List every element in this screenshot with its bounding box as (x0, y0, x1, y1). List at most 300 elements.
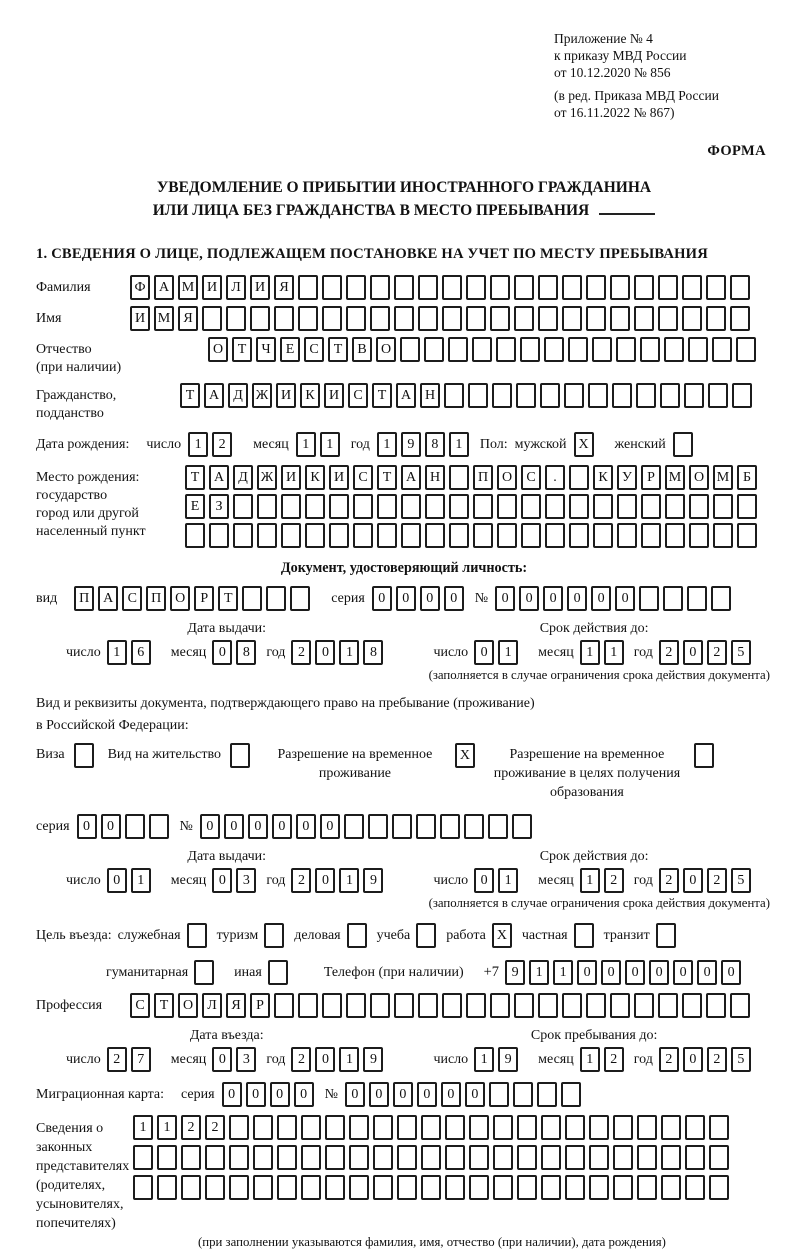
char-cell[interactable] (661, 1175, 681, 1200)
char-cell[interactable] (229, 1115, 249, 1140)
char-cell[interactable]: 1 (320, 432, 340, 457)
char-cell[interactable] (613, 1115, 633, 1140)
char-cell[interactable] (277, 1115, 297, 1140)
char-cell[interactable] (266, 586, 286, 611)
char-cell[interactable] (682, 993, 702, 1018)
char-cell[interactable] (421, 1145, 441, 1170)
char-cell[interactable] (449, 465, 469, 490)
char-cell[interactable] (634, 275, 654, 300)
char-cell[interactable] (565, 1115, 585, 1140)
char-cell[interactable] (737, 494, 757, 519)
char-cell[interactable] (442, 306, 462, 331)
char-cell[interactable] (401, 494, 421, 519)
char-cell[interactable]: 1 (339, 1047, 359, 1072)
char-cell[interactable]: Н (425, 465, 445, 490)
char-cell[interactable]: 0 (649, 960, 669, 985)
char-cell[interactable] (421, 1115, 441, 1140)
char-cell[interactable]: М (665, 465, 685, 490)
char-cell[interactable] (517, 1175, 537, 1200)
char-cell[interactable]: Р (641, 465, 661, 490)
char-cell[interactable]: . (545, 465, 565, 490)
char-cell[interactable]: 0 (315, 1047, 335, 1072)
char-cell[interactable] (713, 494, 733, 519)
char-cell[interactable]: 0 (519, 586, 539, 611)
char-cell[interactable] (274, 993, 294, 1018)
char-cell[interactable] (397, 1115, 417, 1140)
char-cell[interactable] (373, 1175, 393, 1200)
char-cell[interactable] (226, 306, 246, 331)
char-cell[interactable]: 9 (363, 868, 383, 893)
char-cell[interactable] (133, 1145, 153, 1170)
char-cell[interactable]: Р (194, 586, 214, 611)
char-cell[interactable] (469, 1115, 489, 1140)
char-cell[interactable]: 2 (707, 1047, 727, 1072)
char-cell[interactable] (709, 1145, 729, 1170)
char-cell[interactable]: 2 (659, 868, 679, 893)
char-cell[interactable] (373, 1115, 393, 1140)
char-cell[interactable]: 0 (474, 640, 494, 665)
char-cell[interactable]: И (130, 306, 150, 331)
char-cell[interactable]: 3 (236, 868, 256, 893)
char-cell[interactable] (444, 383, 464, 408)
char-cell[interactable] (737, 523, 757, 548)
char-cell[interactable] (466, 275, 486, 300)
char-cell[interactable] (545, 523, 565, 548)
char-cell[interactable] (424, 337, 444, 362)
char-cell[interactable]: 8 (363, 640, 383, 665)
char-cell[interactable]: О (497, 465, 517, 490)
char-cell[interactable] (709, 1115, 729, 1140)
char-cell[interactable] (665, 523, 685, 548)
char-cell[interactable] (512, 814, 532, 839)
char-cell[interactable] (466, 993, 486, 1018)
char-cell[interactable] (641, 523, 661, 548)
char-cell[interactable]: Е (185, 494, 205, 519)
char-cell[interactable] (400, 337, 420, 362)
char-cell[interactable] (466, 306, 486, 331)
char-cell[interactable] (394, 993, 414, 1018)
char-cell[interactable] (469, 1175, 489, 1200)
char-cell[interactable]: 0 (248, 814, 268, 839)
char-cell[interactable] (538, 275, 558, 300)
char-cell[interactable]: 0 (372, 586, 392, 611)
char-cell[interactable] (568, 337, 588, 362)
char-cell[interactable]: 5 (731, 868, 751, 893)
char-cell[interactable] (613, 1175, 633, 1200)
char-cell[interactable] (706, 993, 726, 1018)
char-cell[interactable] (730, 306, 750, 331)
char-cell[interactable] (730, 993, 750, 1018)
char-cell[interactable]: 1 (498, 640, 518, 665)
char-cell[interactable]: И (202, 275, 222, 300)
char-cell[interactable]: 2 (291, 1047, 311, 1072)
char-cell[interactable] (277, 1175, 297, 1200)
char-cell[interactable]: Н (420, 383, 440, 408)
char-cell[interactable]: 5 (731, 640, 751, 665)
char-cell[interactable] (730, 275, 750, 300)
char-cell[interactable]: X (492, 923, 512, 948)
char-cell[interactable] (301, 1115, 321, 1140)
char-cell[interactable]: 5 (731, 1047, 751, 1072)
char-cell[interactable]: 0 (474, 868, 494, 893)
char-cell[interactable] (610, 275, 630, 300)
char-cell[interactable]: 0 (567, 586, 587, 611)
char-cell[interactable] (592, 337, 612, 362)
char-cell[interactable] (562, 275, 582, 300)
char-cell[interactable]: 2 (659, 640, 679, 665)
char-cell[interactable] (636, 383, 656, 408)
char-cell[interactable]: 0 (683, 1047, 703, 1072)
char-cell[interactable] (187, 923, 207, 948)
char-cell[interactable] (709, 1175, 729, 1200)
char-cell[interactable]: 0 (315, 640, 335, 665)
char-cell[interactable] (277, 1145, 297, 1170)
char-cell[interactable] (516, 383, 536, 408)
char-cell[interactable]: 0 (697, 960, 717, 985)
char-cell[interactable]: 2 (205, 1115, 225, 1140)
char-cell[interactable] (442, 993, 462, 1018)
char-cell[interactable] (209, 523, 229, 548)
char-cell[interactable]: 2 (212, 432, 232, 457)
char-cell[interactable]: 1 (377, 432, 397, 457)
char-cell[interactable]: 9 (401, 432, 421, 457)
char-cell[interactable] (593, 523, 613, 548)
char-cell[interactable]: И (281, 465, 301, 490)
char-cell[interactable] (445, 1175, 465, 1200)
char-cell[interactable] (290, 586, 310, 611)
char-cell[interactable] (181, 1145, 201, 1170)
char-cell[interactable]: Т (377, 465, 397, 490)
char-cell[interactable] (538, 306, 558, 331)
char-cell[interactable] (445, 1115, 465, 1140)
char-cell[interactable]: 0 (212, 1047, 232, 1072)
char-cell[interactable] (325, 1115, 345, 1140)
char-cell[interactable] (665, 494, 685, 519)
char-cell[interactable]: Ч (256, 337, 276, 362)
char-cell[interactable] (373, 1145, 393, 1170)
char-cell[interactable] (688, 337, 708, 362)
char-cell[interactable]: Б (737, 465, 757, 490)
char-cell[interactable] (617, 494, 637, 519)
char-cell[interactable]: 0 (396, 586, 416, 611)
char-cell[interactable] (349, 1145, 369, 1170)
char-cell[interactable] (706, 275, 726, 300)
char-cell[interactable] (325, 1145, 345, 1170)
char-cell[interactable] (418, 275, 438, 300)
char-cell[interactable] (493, 1115, 513, 1140)
char-cell[interactable] (74, 743, 94, 768)
char-cell[interactable] (392, 814, 412, 839)
char-cell[interactable]: 0 (721, 960, 741, 985)
char-cell[interactable]: И (324, 383, 344, 408)
char-cell[interactable] (205, 1145, 225, 1170)
char-cell[interactable]: И (276, 383, 296, 408)
char-cell[interactable] (616, 337, 636, 362)
char-cell[interactable] (656, 923, 676, 948)
char-cell[interactable]: 0 (495, 586, 515, 611)
char-cell[interactable] (298, 993, 318, 1018)
char-cell[interactable]: 2 (291, 868, 311, 893)
char-cell[interactable] (257, 494, 277, 519)
char-cell[interactable] (586, 993, 606, 1018)
char-cell[interactable]: 1 (188, 432, 208, 457)
char-cell[interactable] (711, 586, 731, 611)
char-cell[interactable] (541, 1115, 561, 1140)
char-cell[interactable]: 0 (212, 640, 232, 665)
char-cell[interactable]: 9 (498, 1047, 518, 1072)
char-cell[interactable]: С (521, 465, 541, 490)
char-cell[interactable] (521, 494, 541, 519)
char-cell[interactable]: 0 (615, 586, 635, 611)
char-cell[interactable]: 0 (683, 640, 703, 665)
char-cell[interactable]: 2 (291, 640, 311, 665)
char-cell[interactable] (425, 494, 445, 519)
char-cell[interactable]: С (130, 993, 150, 1018)
char-cell[interactable] (377, 494, 397, 519)
char-cell[interactable] (689, 494, 709, 519)
char-cell[interactable]: 1 (580, 868, 600, 893)
char-cell[interactable] (663, 586, 683, 611)
char-cell[interactable]: 1 (157, 1115, 177, 1140)
char-cell[interactable]: С (304, 337, 324, 362)
char-cell[interactable]: Д (233, 465, 253, 490)
char-cell[interactable] (442, 275, 462, 300)
char-cell[interactable]: 0 (222, 1082, 242, 1107)
char-cell[interactable] (149, 814, 169, 839)
char-cell[interactable]: 0 (77, 814, 97, 839)
char-cell[interactable] (418, 993, 438, 1018)
char-cell[interactable] (449, 523, 469, 548)
char-cell[interactable] (545, 494, 565, 519)
char-cell[interactable] (514, 993, 534, 1018)
char-cell[interactable]: О (376, 337, 396, 362)
char-cell[interactable] (185, 523, 205, 548)
char-cell[interactable] (268, 960, 288, 985)
char-cell[interactable] (325, 1175, 345, 1200)
char-cell[interactable]: С (353, 465, 373, 490)
char-cell[interactable] (664, 337, 684, 362)
char-cell[interactable]: 0 (577, 960, 597, 985)
char-cell[interactable]: 1 (580, 1047, 600, 1072)
char-cell[interactable] (353, 523, 373, 548)
char-cell[interactable] (377, 523, 397, 548)
char-cell[interactable] (689, 523, 709, 548)
char-cell[interactable] (541, 1145, 561, 1170)
char-cell[interactable] (520, 337, 540, 362)
char-cell[interactable]: 8 (425, 432, 445, 457)
char-cell[interactable]: Р (250, 993, 270, 1018)
char-cell[interactable] (658, 993, 678, 1018)
char-cell[interactable] (329, 494, 349, 519)
char-cell[interactable]: 0 (465, 1082, 485, 1107)
char-cell[interactable] (257, 523, 277, 548)
char-cell[interactable] (125, 814, 145, 839)
char-cell[interactable] (133, 1175, 153, 1200)
char-cell[interactable] (564, 383, 584, 408)
char-cell[interactable] (370, 306, 390, 331)
char-cell[interactable]: П (74, 586, 94, 611)
char-cell[interactable] (445, 1145, 465, 1170)
char-cell[interactable]: Ф (130, 275, 150, 300)
char-cell[interactable] (274, 306, 294, 331)
char-cell[interactable]: П (473, 465, 493, 490)
char-cell[interactable]: Л (226, 275, 246, 300)
char-cell[interactable] (658, 306, 678, 331)
char-cell[interactable]: 0 (601, 960, 621, 985)
char-cell[interactable]: В (352, 337, 372, 362)
char-cell[interactable] (490, 993, 510, 1018)
char-cell[interactable] (416, 923, 436, 948)
char-cell[interactable] (416, 814, 436, 839)
char-cell[interactable]: М (154, 306, 174, 331)
char-cell[interactable]: Т (328, 337, 348, 362)
char-cell[interactable]: Д (228, 383, 248, 408)
char-cell[interactable] (233, 494, 253, 519)
char-cell[interactable] (418, 306, 438, 331)
char-cell[interactable] (497, 494, 517, 519)
char-cell[interactable] (490, 306, 510, 331)
char-cell[interactable] (706, 306, 726, 331)
char-cell[interactable]: 1 (553, 960, 573, 985)
char-cell[interactable]: Т (154, 993, 174, 1018)
char-cell[interactable]: 1 (474, 1047, 494, 1072)
char-cell[interactable]: 0 (315, 868, 335, 893)
char-cell[interactable] (613, 1145, 633, 1170)
char-cell[interactable] (473, 494, 493, 519)
char-cell[interactable]: 1 (498, 868, 518, 893)
char-cell[interactable]: Ж (252, 383, 272, 408)
char-cell[interactable] (586, 306, 606, 331)
char-cell[interactable]: 8 (236, 640, 256, 665)
char-cell[interactable]: 1 (604, 640, 624, 665)
char-cell[interactable] (397, 1175, 417, 1200)
char-cell[interactable] (540, 383, 560, 408)
char-cell[interactable] (250, 306, 270, 331)
char-cell[interactable] (440, 814, 460, 839)
char-cell[interactable] (157, 1175, 177, 1200)
char-cell[interactable] (588, 383, 608, 408)
char-cell[interactable]: 0 (320, 814, 340, 839)
char-cell[interactable] (682, 275, 702, 300)
char-cell[interactable]: У (617, 465, 637, 490)
char-cell[interactable] (685, 1145, 705, 1170)
char-cell[interactable] (242, 586, 262, 611)
char-cell[interactable]: 1 (449, 432, 469, 457)
char-cell[interactable]: 0 (294, 1082, 314, 1107)
char-cell[interactable] (493, 1175, 513, 1200)
char-cell[interactable] (298, 306, 318, 331)
char-cell[interactable]: 1 (580, 640, 600, 665)
char-cell[interactable] (634, 306, 654, 331)
char-cell[interactable] (492, 383, 512, 408)
char-cell[interactable] (637, 1145, 657, 1170)
char-cell[interactable]: 2 (659, 1047, 679, 1072)
char-cell[interactable] (329, 523, 349, 548)
char-cell[interactable] (346, 993, 366, 1018)
char-cell[interactable]: Ж (257, 465, 277, 490)
char-cell[interactable] (517, 1145, 537, 1170)
char-cell[interactable]: 0 (543, 586, 563, 611)
char-cell[interactable] (544, 337, 564, 362)
char-cell[interactable]: 0 (224, 814, 244, 839)
char-cell[interactable]: Т (180, 383, 200, 408)
char-cell[interactable]: Я (178, 306, 198, 331)
char-cell[interactable]: А (154, 275, 174, 300)
char-cell[interactable] (517, 1115, 537, 1140)
char-cell[interactable]: 1 (107, 640, 127, 665)
char-cell[interactable] (493, 1145, 513, 1170)
char-cell[interactable] (305, 523, 325, 548)
char-cell[interactable] (490, 275, 510, 300)
char-cell[interactable] (497, 523, 517, 548)
char-cell[interactable]: Т (372, 383, 392, 408)
char-cell[interactable]: К (300, 383, 320, 408)
char-cell[interactable]: 0 (441, 1082, 461, 1107)
char-cell[interactable] (488, 814, 508, 839)
char-cell[interactable] (685, 1115, 705, 1140)
char-cell[interactable]: 7 (131, 1047, 151, 1072)
char-cell[interactable] (489, 1082, 509, 1107)
char-cell[interactable] (346, 275, 366, 300)
char-cell[interactable] (661, 1115, 681, 1140)
char-cell[interactable] (593, 494, 613, 519)
char-cell[interactable] (574, 923, 594, 948)
char-cell[interactable] (397, 1145, 417, 1170)
char-cell[interactable] (344, 814, 364, 839)
char-cell[interactable]: 2 (604, 868, 624, 893)
char-cell[interactable] (202, 306, 222, 331)
char-cell[interactable]: 0 (393, 1082, 413, 1107)
char-cell[interactable]: 0 (212, 868, 232, 893)
char-cell[interactable]: И (329, 465, 349, 490)
char-cell[interactable] (368, 814, 388, 839)
char-cell[interactable] (301, 1175, 321, 1200)
char-cell[interactable] (401, 523, 421, 548)
char-cell[interactable] (194, 960, 214, 985)
char-cell[interactable] (448, 337, 468, 362)
char-cell[interactable]: 6 (131, 640, 151, 665)
char-cell[interactable] (637, 1115, 657, 1140)
char-cell[interactable] (353, 494, 373, 519)
char-cell[interactable]: А (401, 465, 421, 490)
char-cell[interactable] (349, 1175, 369, 1200)
char-cell[interactable] (233, 523, 253, 548)
char-cell[interactable] (421, 1175, 441, 1200)
char-cell[interactable]: 0 (683, 868, 703, 893)
char-cell[interactable] (712, 337, 732, 362)
char-cell[interactable] (253, 1145, 273, 1170)
char-cell[interactable] (661, 1145, 681, 1170)
char-cell[interactable] (298, 275, 318, 300)
char-cell[interactable]: А (204, 383, 224, 408)
char-cell[interactable] (538, 993, 558, 1018)
char-cell[interactable]: 2 (707, 868, 727, 893)
char-cell[interactable] (346, 306, 366, 331)
char-cell[interactable] (253, 1115, 273, 1140)
char-cell[interactable]: 1 (131, 868, 151, 893)
char-cell[interactable] (514, 306, 534, 331)
char-cell[interactable] (370, 993, 390, 1018)
char-cell[interactable]: О (208, 337, 228, 362)
char-cell[interactable] (565, 1145, 585, 1170)
char-cell[interactable] (639, 586, 659, 611)
char-cell[interactable] (464, 814, 484, 839)
char-cell[interactable]: X (574, 432, 594, 457)
char-cell[interactable] (565, 1175, 585, 1200)
char-cell[interactable] (322, 275, 342, 300)
char-cell[interactable] (658, 275, 678, 300)
char-cell[interactable]: 1 (339, 640, 359, 665)
